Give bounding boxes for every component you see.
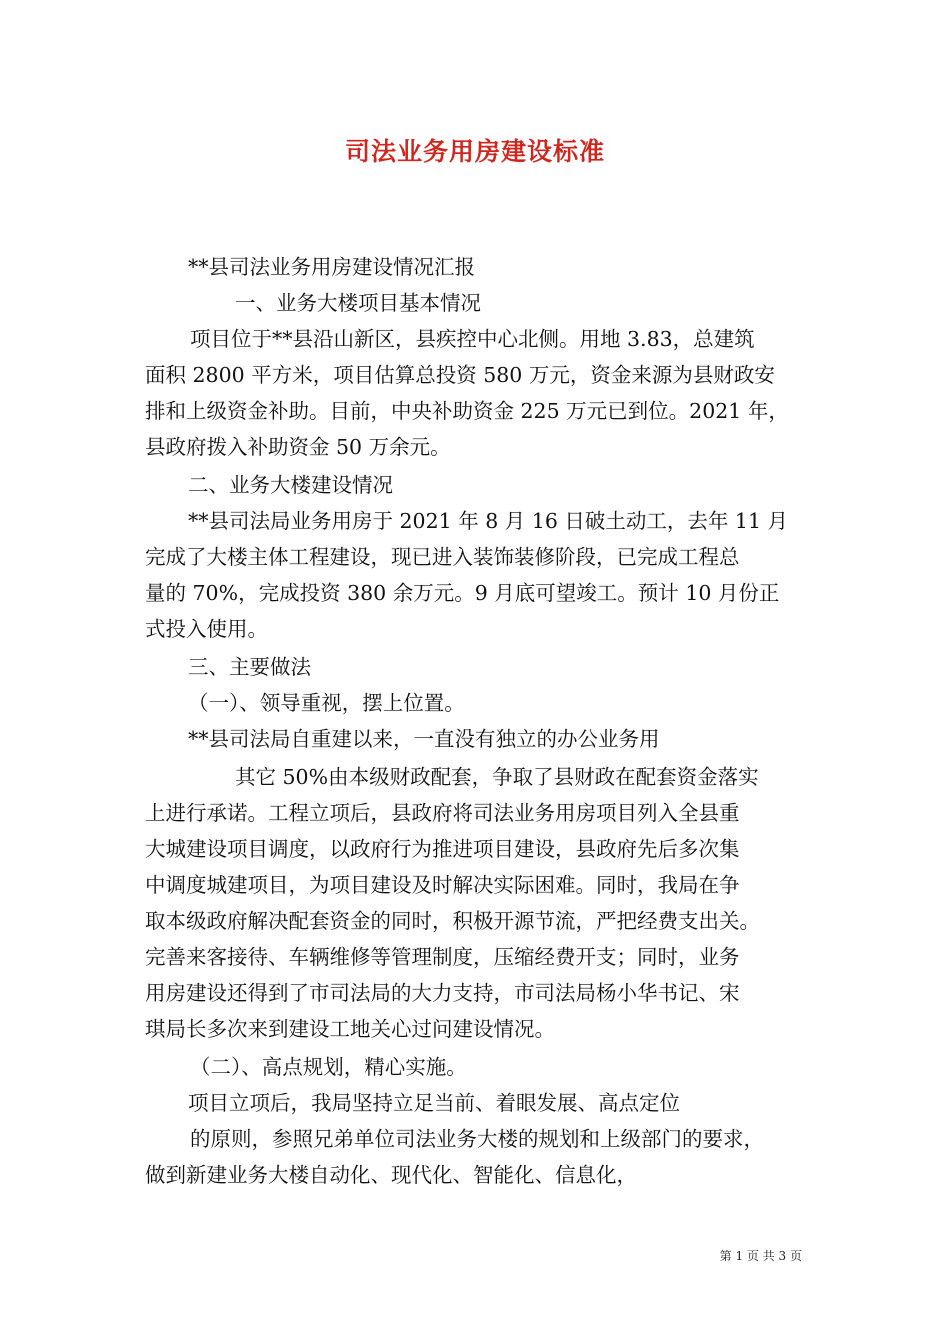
paragraph-line: **县司法局自重建以来，一直没有独立的办公业务用 — [188, 727, 660, 751]
paragraph-line: **县司法局业务用房于 2021 年 8 月 16 日破土动工，去年 11 月 — [188, 509, 789, 533]
report-heading: **县司法业务用房建设情况汇报 — [188, 255, 475, 279]
paragraph-line: 琪局长多次来到建设工地关心过问建设情况。 — [145, 1017, 555, 1041]
paragraph-line: 取本级政府解决配套资金的同时，积极开源节流，严把经费支出关。 — [145, 909, 760, 933]
paragraph-line: 项目位于**县沿山新区，县疾控中心北侧。用地 3.83，总建筑 — [190, 327, 755, 351]
subsection-heading-1: （一）、领导重视，摆上位置。 — [188, 691, 465, 715]
section-heading-3: 三、主要做法 — [188, 655, 311, 679]
paragraph-line: 做到新建业务大楼自动化、现代化、智能化、信息化， — [145, 1163, 637, 1187]
paragraph-line: 的原则，参照兄弟单位司法业务大楼的规划和上级部门的要求， — [190, 1127, 764, 1151]
paragraph-line: 大城建设项目调度，以政府行为推进项目建设，县政府先后多次集 — [145, 837, 740, 861]
paragraph-line: 式投入使用。 — [145, 617, 268, 641]
paragraph-line: 面积 2800 平方米，项目估算总投资 580 万元，资金来源为县财政安 — [145, 363, 775, 387]
section-heading-2: 二、业务大楼建设情况 — [188, 473, 393, 497]
document-title: 司法业务用房建设标准 — [344, 137, 605, 166]
subsection-heading-2: （二）、高点规划，精心实施。 — [190, 1055, 467, 1079]
paragraph-line: 完成了大楼主体工程建设，现已进入装饰装修阶段，已完成工程总 — [145, 545, 740, 569]
paragraph-line: 其它 50%由本级财政配套，争取了县财政在配套资金落实 — [235, 765, 759, 789]
paragraph-line: 完善来客接待、车辆维修等管理制度，压缩经费开支；同时，业务 — [145, 945, 740, 969]
paragraph-line: 量的 70%，完成投资 380 余万元。9 月底可望竣工。预计 10 月份正 — [145, 581, 780, 605]
paragraph-line: 中调度城建项目，为项目建设及时解决实际困难。同时，我局在争 — [145, 873, 740, 897]
page-number: 第 1 页 共 3 页 — [719, 1249, 802, 1263]
paragraph-line: 上进行承诺。工程立项后，县政府将司法业务用房项目列入全县重 — [145, 801, 740, 825]
paragraph-line: 用房建设还得到了市司法局的大力支持，市司法局杨小华书记、宋 — [145, 981, 740, 1005]
paragraph-line: 县政府拨入补助资金 50 万余元。 — [145, 435, 451, 459]
section-heading-1: 一、业务大楼项目基本情况 — [235, 291, 481, 315]
paragraph-line: 排和上级资金补助。目前，中央补助资金 225 万元已到位。2021 年， — [145, 399, 789, 423]
paragraph-line: 项目立项后，我局坚持立足当前、着眼发展、高点定位 — [188, 1091, 680, 1115]
